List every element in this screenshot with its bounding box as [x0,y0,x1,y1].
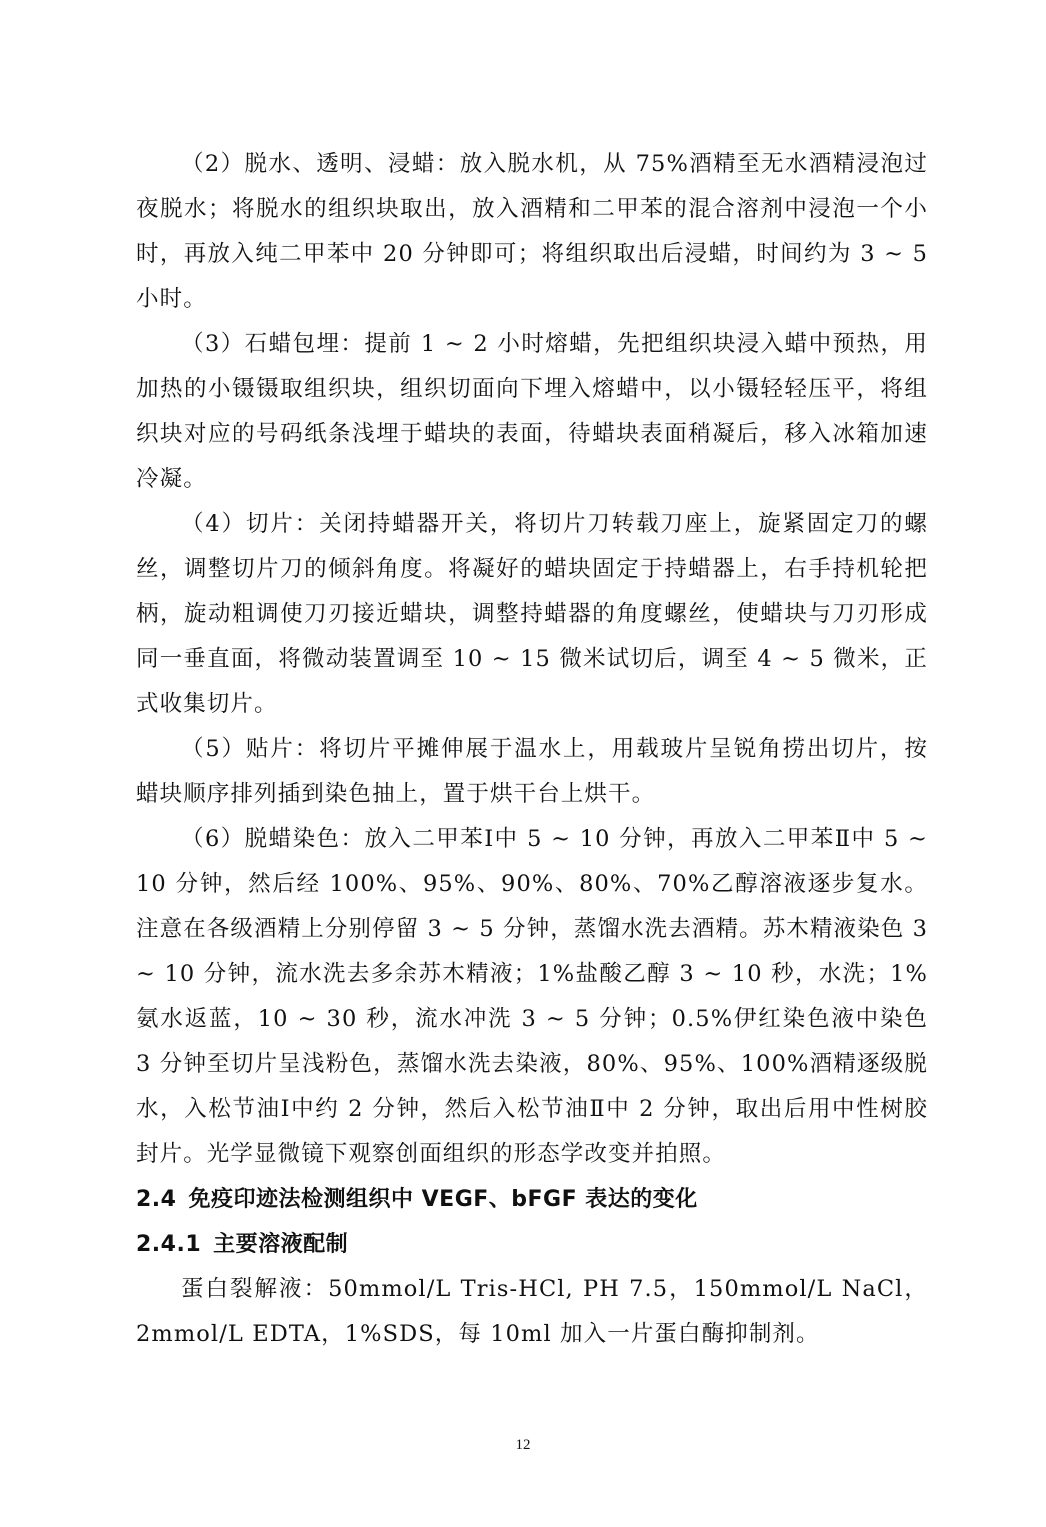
subsection-title: 主要溶液配制 [213,1232,349,1257]
subsection-number: 2.4.1 [136,1232,202,1257]
subsection-heading [136,1222,928,1267]
paragraph-paraffin-embedding: （3）石蜡包埋：提前 1 ~ 2 小时熔蜡，先把组织块浸入蜡中预热，用加热的小镊镊取组织块，组织切面向下埋入熔蜡中，以小镊轻轻压平，将组织块对应的号码纸条浅埋于蜡块的表面，待蜡块表面稍凝后，移入冰箱加速冷凝。 [136,331,928,492]
paragraph-mounting: （5）贴片：将切片平摊伸展于温水上，用载玻片呈锐角捞出切片，按蜡块顺序排列插到染色抽上，置于烘干台上烘干。 [136,736,928,807]
page-number: 12 [515,1437,531,1453]
section-number: 2.4 [136,1187,177,1212]
paragraph-dehydration: （2）脱水、透明、浸蜡：放入脱水机，从 75%酒精至无水酒精浸泡过夜脱水；将脱水的组织块取出，放入酒精和二甲苯的混合溶剂中浸泡一个小时，再放入纯二甲苯中 20 分钟即可；将组织取出后浸蜡，时间约为 3 ~ 5 小时。 [136,151,928,312]
section-heading [136,1177,928,1222]
paragraph-dewaxing-staining: （6）脱蜡染色：放入二甲苯Ⅰ中 5 ~ 10 分钟，再放入二甲苯Ⅱ中 5 ~ 10 分钟，然后经 100%、95%、90%、80%、70%乙醇溶液逐步复水。注意在各级酒精上分别停留 3 ~ 5 分钟，蒸馏水洗去酒精。苏木精液染色 3 ~ 10 分钟，流水洗去多余苏木精液；1%盐酸乙醇 3 ~ 10 秒，水洗；1%氨水返蓝，10 ~ 30 秒，流水冲洗 3 ~ 5 分钟；0.5%伊红染色液中染色 3 分钟至切片呈浅粉色，蒸馏水洗去染液，80%、95%、100%酒精逐级脱水，入松节油Ⅰ中约 2 分钟，然后入松节油Ⅱ中 2 分钟，取出后用中性树胶封片。光学显微镜下观察创面组织的形态学改变并拍照。 [136,826,928,1167]
section-title: 免疫印迹法检测组织中 VEGF、bFGF 表达的变化 [188,1187,698,1212]
document-body [136,142,928,1357]
paragraph-lysis-buffer: 蛋白裂解液：50mmol/L Tris-HCl, PH 7.5，150mmol/L NaCl，2mmol/L EDTA，1%SDS，每 10ml 加入一片蛋白酶抑制剂。 [136,1276,928,1347]
paragraph-sectioning: （4）切片：关闭持蜡器开关，将切片刀转载刀座上，旋紧固定刀的螺丝，调整切片刀的倾斜角度。将凝好的蜡块固定于持蜡器上，右手持机轮把柄，旋动粗调使刀刃接近蜡块，调整持蜡器的角度螺丝，使蜡块与刀刃形成同一垂直面，将微动装置调至 10 ~ 15 微米试切后，调至 4 ~ 5 微米，正式收集切片。 [136,511,928,717]
